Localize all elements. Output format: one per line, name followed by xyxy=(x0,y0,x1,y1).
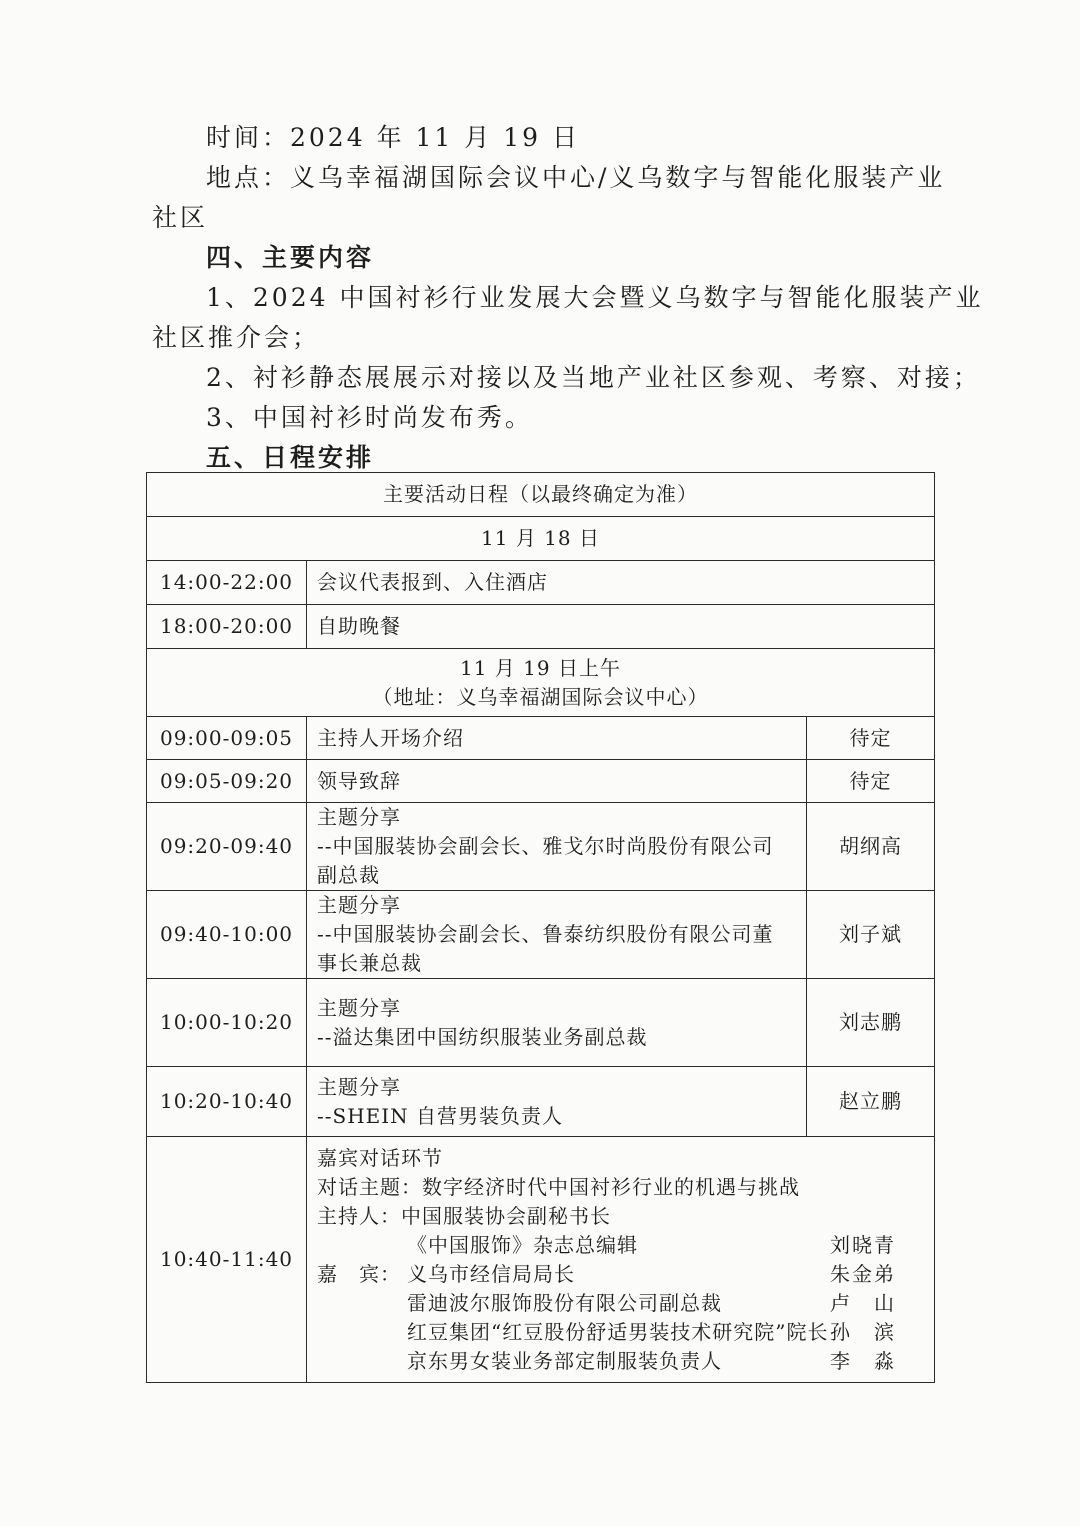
day2-date xyxy=(147,649,935,717)
content-title: 主题分享 xyxy=(317,805,401,829)
content-detail: --中国服装协会副会长、鲁泰纺织股份有限公司董 xyxy=(317,922,774,946)
content-detail-cont: 副总裁 xyxy=(317,863,380,887)
dialogue-topic: 对话主题：数字经济时代中国衬衫行业的机遇与挑战 xyxy=(317,1174,800,1199)
guest-name: 卢 山 xyxy=(830,1290,896,1315)
person-cell: 赵立鹏 xyxy=(807,1067,935,1137)
schedule-header-row xyxy=(147,473,935,517)
place-line-cont: 社区 xyxy=(152,203,209,232)
time-line: 时间：2024 年 11 月 19 日 xyxy=(206,123,580,152)
guest-row xyxy=(317,1260,924,1289)
schedule-table xyxy=(146,472,935,1383)
content-detail-cont: 事长兼总裁 xyxy=(317,951,422,975)
guest-label: 嘉 宾： xyxy=(317,1261,401,1286)
table-row xyxy=(147,561,935,605)
day1-date: 11 月 18 日 xyxy=(147,517,935,561)
table-row xyxy=(147,803,935,891)
guest-row xyxy=(317,1231,924,1260)
guest-role: 雷迪波尔服饰股份有限公司副总裁 xyxy=(407,1290,722,1315)
person-cell: 胡纲高 xyxy=(807,803,935,891)
schedule-header: 主要活动日程（以最终确定为准） xyxy=(147,473,935,517)
content-title: 主题分享 xyxy=(317,893,401,917)
guest-role: 义乌市经信局局长 xyxy=(407,1261,575,1286)
table-row xyxy=(147,891,935,979)
guest-name: 李 淼 xyxy=(830,1348,896,1373)
content-item-1: 1、2024 中国衬衫行业发展大会暨义乌数字与智能化服装产业 xyxy=(206,283,984,312)
content-cell: 领导致辞 xyxy=(307,760,807,803)
content-cell: 会议代表报到、入住酒店 xyxy=(307,561,935,605)
content-cell xyxy=(307,891,807,979)
time-cell: 10:00-10:20 xyxy=(147,979,307,1067)
guest-row xyxy=(317,1289,924,1318)
person-cell: 待定 xyxy=(807,760,935,803)
table-row xyxy=(147,760,935,803)
guest-role: 京东男女装业务部定制服装负责人 xyxy=(407,1348,722,1373)
person-cell: 刘子斌 xyxy=(807,891,935,979)
dialogue-host: 主持人：中国服装协会副秘书长 xyxy=(317,1203,611,1228)
guest-role: 《中国服饰》杂志总编辑 xyxy=(407,1232,638,1257)
time-cell: 09:05-09:20 xyxy=(147,760,307,803)
time-cell: 09:00-09:05 xyxy=(147,717,307,760)
time-cell: 10:40-11:40 xyxy=(147,1137,307,1383)
time-cell: 14:00-22:00 xyxy=(147,561,307,605)
guest-name: 孙 滨 xyxy=(830,1319,896,1344)
time-cell: 18:00-20:00 xyxy=(147,605,307,649)
content-cell: 自助晚餐 xyxy=(307,605,935,649)
time-cell: 09:20-09:40 xyxy=(147,803,307,891)
guest-row xyxy=(317,1347,924,1376)
table-row xyxy=(147,979,935,1067)
dialogue-title: 嘉宾对话环节 xyxy=(317,1145,443,1170)
content-cell: 主持人开场介绍 xyxy=(307,717,807,760)
content-cell xyxy=(307,803,807,891)
place-line: 地点：义乌幸福湖国际会议中心/义乌数字与智能化服装产业 xyxy=(206,163,946,192)
day2-date-text: 11 月 19 日上午 xyxy=(460,655,621,680)
guest-name: 刘晓青 xyxy=(830,1232,896,1257)
dialogue-row xyxy=(147,1137,935,1383)
dialogue-cell xyxy=(307,1137,935,1383)
section-5-heading: 五、日程安排 xyxy=(206,443,375,472)
day2-address: （地址：义乌幸福湖国际会议中心） xyxy=(372,684,709,709)
table-row xyxy=(147,717,935,760)
person-cell: 刘志鹏 xyxy=(807,979,935,1067)
table-row xyxy=(147,605,935,649)
content-title: 主题分享 xyxy=(317,995,401,1020)
table-row xyxy=(147,1067,935,1137)
content-detail: --溢达集团中国纺织服装业务副总裁 xyxy=(317,1024,648,1049)
content-cell xyxy=(307,979,807,1067)
day2-row xyxy=(147,649,935,717)
content-cell xyxy=(307,1067,807,1137)
guest-role: 红豆集团“红豆股份舒适男装技术研究院”院长 xyxy=(407,1319,829,1344)
content-detail: --中国服装协会副会长、雅戈尔时尚股份有限公司 xyxy=(317,834,774,858)
person-cell: 待定 xyxy=(807,717,935,760)
content-item-2: 2、衬衫静态展展示对接以及当地产业社区参观、考察、对接； xyxy=(206,363,981,392)
content-title: 主题分享 xyxy=(317,1074,401,1099)
time-cell: 10:20-10:40 xyxy=(147,1067,307,1137)
time-cell: 09:40-10:00 xyxy=(147,891,307,979)
content-item-1-cont: 社区推介会； xyxy=(152,323,321,352)
content-detail: --SHEIN 自营男装负责人 xyxy=(317,1103,564,1128)
guest-row xyxy=(317,1318,924,1347)
section-4-heading: 四、主要内容 xyxy=(206,243,375,272)
guest-name: 朱金弟 xyxy=(830,1261,896,1286)
day1-row xyxy=(147,517,935,561)
content-item-3: 3、中国衬衫时尚发布秀。 xyxy=(206,403,533,432)
